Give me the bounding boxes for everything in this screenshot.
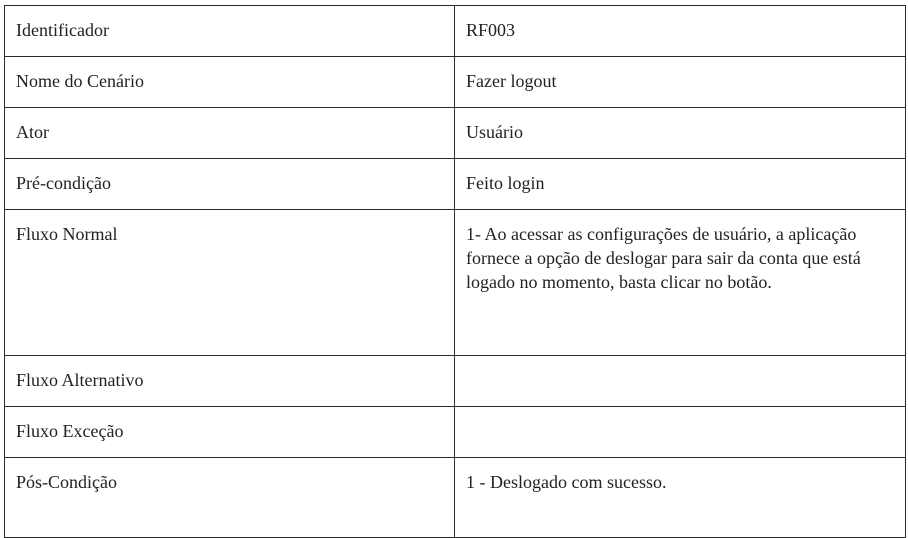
row-value: 1- Ao acessar as configurações de usuário, a aplicação fornece a opção de deslogar para sair da conta que está logado no momento, basta clicar no botão. (455, 210, 906, 356)
table-row (5, 159, 906, 210)
row-label: Fluxo Exceção (5, 407, 455, 458)
row-value (455, 356, 906, 407)
row-value: 1 - Deslogado com sucesso. (455, 458, 906, 538)
row-value: Fazer logout (455, 57, 906, 108)
row-label: Fluxo Normal (5, 210, 455, 356)
row-label: Pré-condição (5, 159, 455, 210)
table-row (5, 407, 906, 458)
row-label: Nome do Cenário (5, 57, 455, 108)
use-case-table (4, 5, 906, 538)
row-label: Identificador (5, 6, 455, 57)
row-value: RF003 (455, 6, 906, 57)
row-label: Pós-Condição (5, 458, 455, 538)
table-row (5, 57, 906, 108)
table-row (5, 458, 906, 538)
row-label: Ator (5, 108, 455, 159)
table-row (5, 108, 906, 159)
table-row (5, 6, 906, 57)
row-value (455, 407, 906, 458)
row-value: Usuário (455, 108, 906, 159)
row-label: Fluxo Alternativo (5, 356, 455, 407)
table-row (5, 210, 906, 356)
row-value: Feito login (455, 159, 906, 210)
table-row (5, 356, 906, 407)
